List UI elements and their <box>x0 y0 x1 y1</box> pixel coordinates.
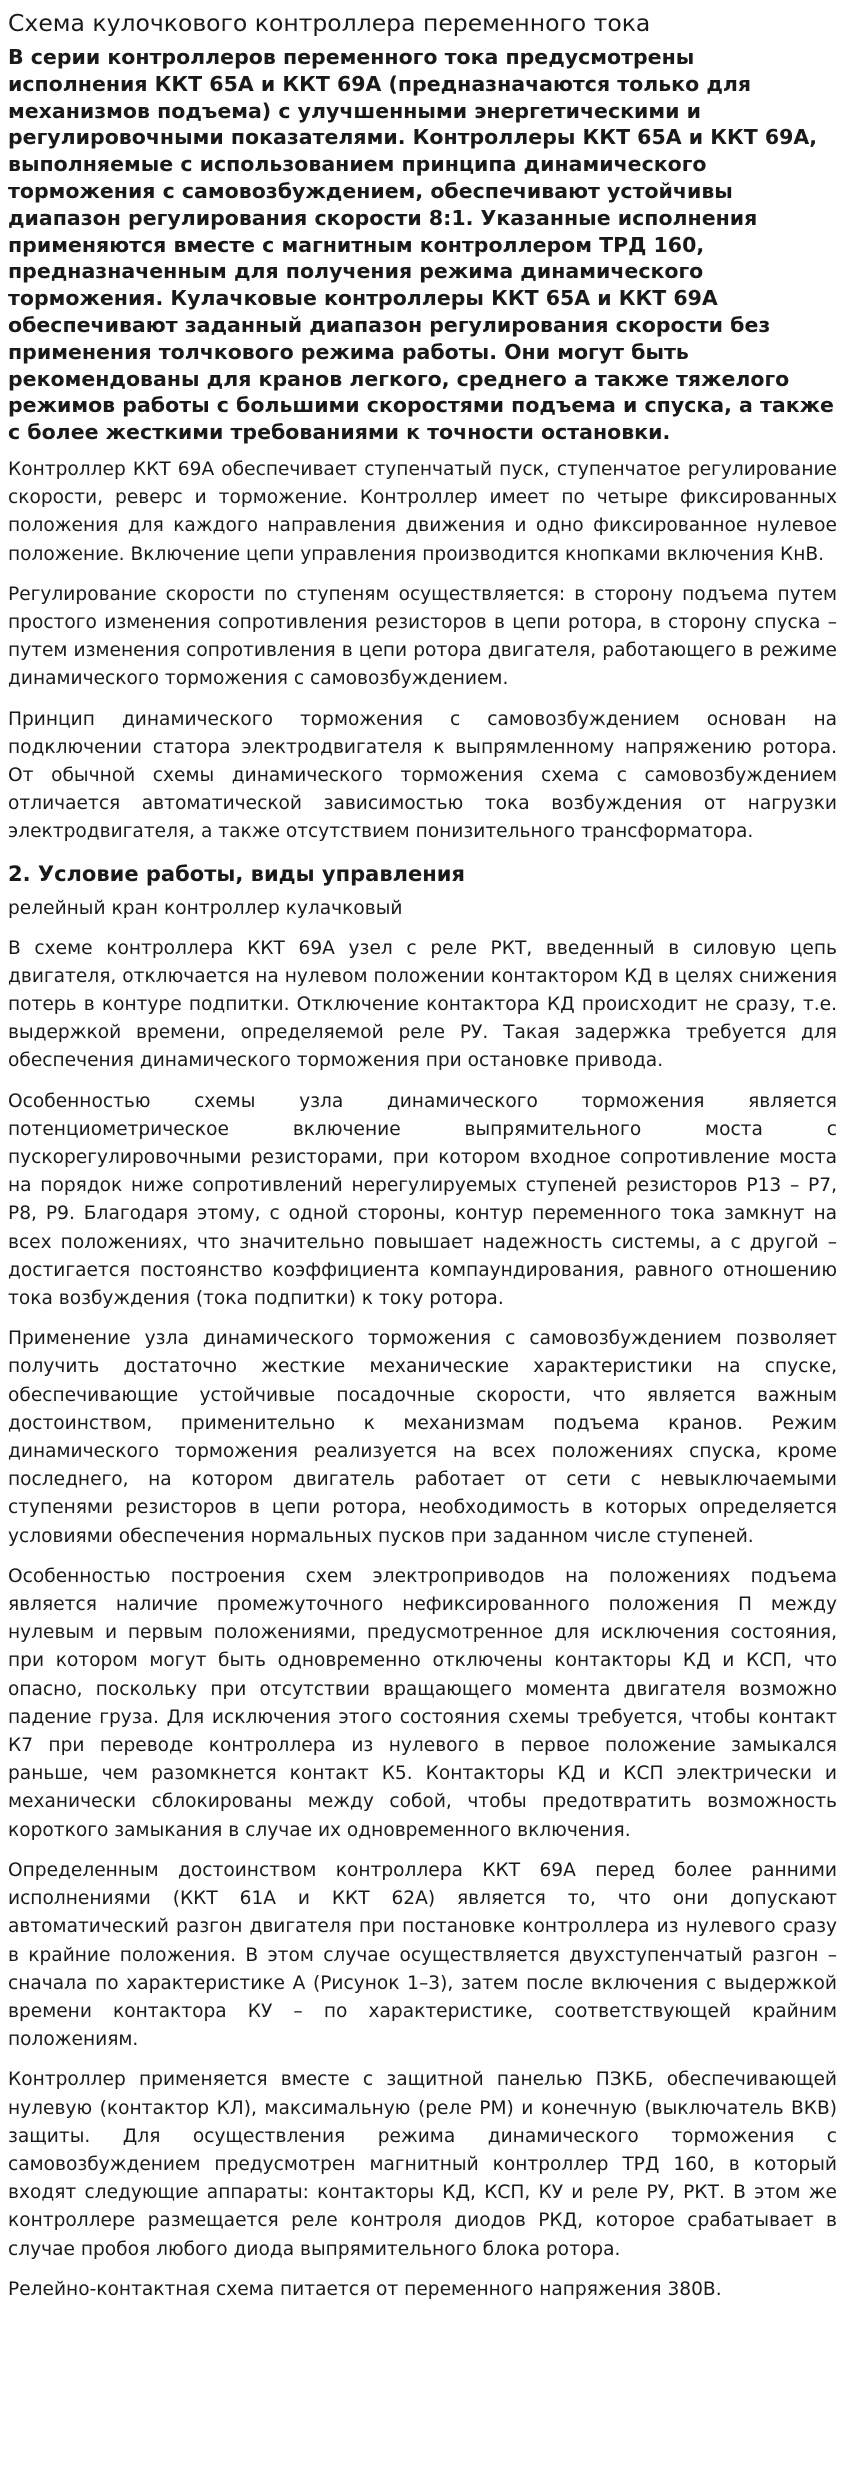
body-paragraph: Контроллер применяется вместе с защитной панелью ПЗКБ, обеспечивающей нулевую (контактор КЛ), максимальную (реле РМ) и конечную (выключатель ВКВ) защиты. Для осуществления режима динамического торможения с самовозбуждением предусмотрен магнитный контроллер ТРД 160, в который входят следующие аппараты: контакторы КД, КСП, КУ и реле РУ, РКТ. В этом же контроллере размещается реле контроля диодов РКД, которое срабатывает в случае пробоя любого диода выпрямительного блока ротора. <box>8 2069 837 2260</box>
body-paragraph: Принцип динамического торможения с самовозбуждением основан на подключении статора электродвигателя к выпрямленному напряжению ротора. От обычной схемы динамического торможения схема с самовозбуждением отличается автоматической зависимостью тока возбуждения от нагрузки электродвигателя, а также отсутствием понизительного трансформатора. <box>8 708 837 843</box>
lead-paragraph: В серии контроллеров переменного тока предусмотрены исполнения ККТ 65А и ККТ 69А (предназначаются только для механизмов подъема) с улучшенными энергетическими и регулировочными показателями. Контроллеры ККТ 65А и ККТ 69А, выполняемые с использованием принципа динамического торможения с самовозбуждением, обеспечивают устойчивы диапазон регулирования скорости 8:1. Указанные исполнения применяются вместе с магнитным контроллером ТРД 160, предназначенным для получения режима динамического торможения. Кулачковые контроллеры ККТ 65А и ККТ 69А обеспечивают заданный диапазон регулирования скорости без применения толчкового режима работы. Они могут быть рекомендованы для кранов легкого, среднего а также тяжелого режимов работы с большими скоростями подъема и спуска, а также с более жесткими требованиями к точности остановки. <box>8 45 834 445</box>
body-paragraph: Определенным достоинством контроллера ККТ 69А перед более ранними исполнениями (ККТ 61А и ККТ 62А) является то, что они допускают автоматический разгон двигателя при постановке контроллера из нулевого сразу в крайние положения. В этом случае осуществляется двухступенчатый разгон – сначала по характеристике А (Рисунок 1–3), затем после включения с выдержкой времени контактора КУ – по характеристике, соответствующей крайним положениям. <box>8 1859 837 2051</box>
body-paragraph: Релейно-контактная схема питается от переменного напряжения 380В. <box>8 2278 722 2300</box>
body-paragraph: Особенностью схемы узла динамического торможения является потенциометрическое включение выпрямительного моста с пускорегулировочными резисторами, при котором входное сопротивление моста на порядок ниже сопротивлений нерегулируемых ступеней резисторов Р13 – Р7, Р8, Р9. Благодаря этому, с одной стороны, контур переменного тока замкнут на всех положениях, что значительно повышает надежность системы, а с другой – достигается постоянство коэффициента компаундирования, равного отношению тока возбуждения (тока подпитки) к току ротора. <box>8 1090 837 1310</box>
keywords-line: релейный кран контроллер кулачковый <box>8 897 403 919</box>
body-paragraph: Контроллер ККТ 69А обеспечивает ступенчатый пуск, ступенчатое регулирование скорости, реверс и торможение. Контроллер имеет по четыре фиксированных положения для каждого направления движения и одно фиксированное нулевое положение. Включение цепи управления производится кнопками включения КнВ. <box>8 458 837 565</box>
body-paragraph: Особенностью построения схем электроприводов на положениях подъема является наличие промежуточного нефиксированного положения П между нулевым и первым положениями, предусмотренное для исключения состояния, при котором могут быть одновременно отключены контакторы КД и КСП, что опасно, поскольку при отсутствии вращающего момента двигателя возможно падение груза. Для исключения этого состояния схемы требуется, чтобы контакт К7 при переводе контроллера из нулевого в первое положение замыкался раньше, чем разомкнется контакт К5. Контакторы КД и КСП электрически и механически сблокированы между собой, чтобы предотвратить возможность короткого замыкания в случае их одновременного включения. <box>8 1565 837 1841</box>
body-paragraph: Регулирование скорости по ступеням осуществляется: в сторону подъема путем простого изменения сопротивления резисторов в цепи ротора, в сторону спуска – путем изменения сопротивления в цепи ротора двигателя, работающего в режиме динамического торможения с самовозбуждением. <box>8 583 837 690</box>
body-paragraph: Применение узла динамического торможения с самовозбуждением позволяет получить достаточно жесткие механические характеристики на спуске, обеспечивающие устойчивые посадочные скорости, что является важным достоинством, применительно к механизмам подъема кранов. Режим динамического торможения реализуется на всех положениях спуска, кроме последнего, на котором двигатель работает от сети с невыключаемыми ступенями резисторов в цепи ротора, необходимость в которых определяется условиями обеспечения нормальных пусков при заданном числе ступеней. <box>8 1328 837 1547</box>
body-paragraph: В схеме контроллера ККТ 69А узел с реле РКТ, введенный в силовую цепь двигателя, отключается на нулевом положении контактором КД в целях снижения потерь в контуре подпитки. Отключение контактора КД происходит не сразу, т.е. выдержкой времени, определяемой реле РУ. Такая задержка требуется для обеспечения динамического торможения при остановке привода. <box>8 937 837 1072</box>
section-heading: 2. Условие работы, виды управления <box>8 861 465 886</box>
document-title: Схема кулочкового контроллера переменного тока <box>8 9 651 37</box>
